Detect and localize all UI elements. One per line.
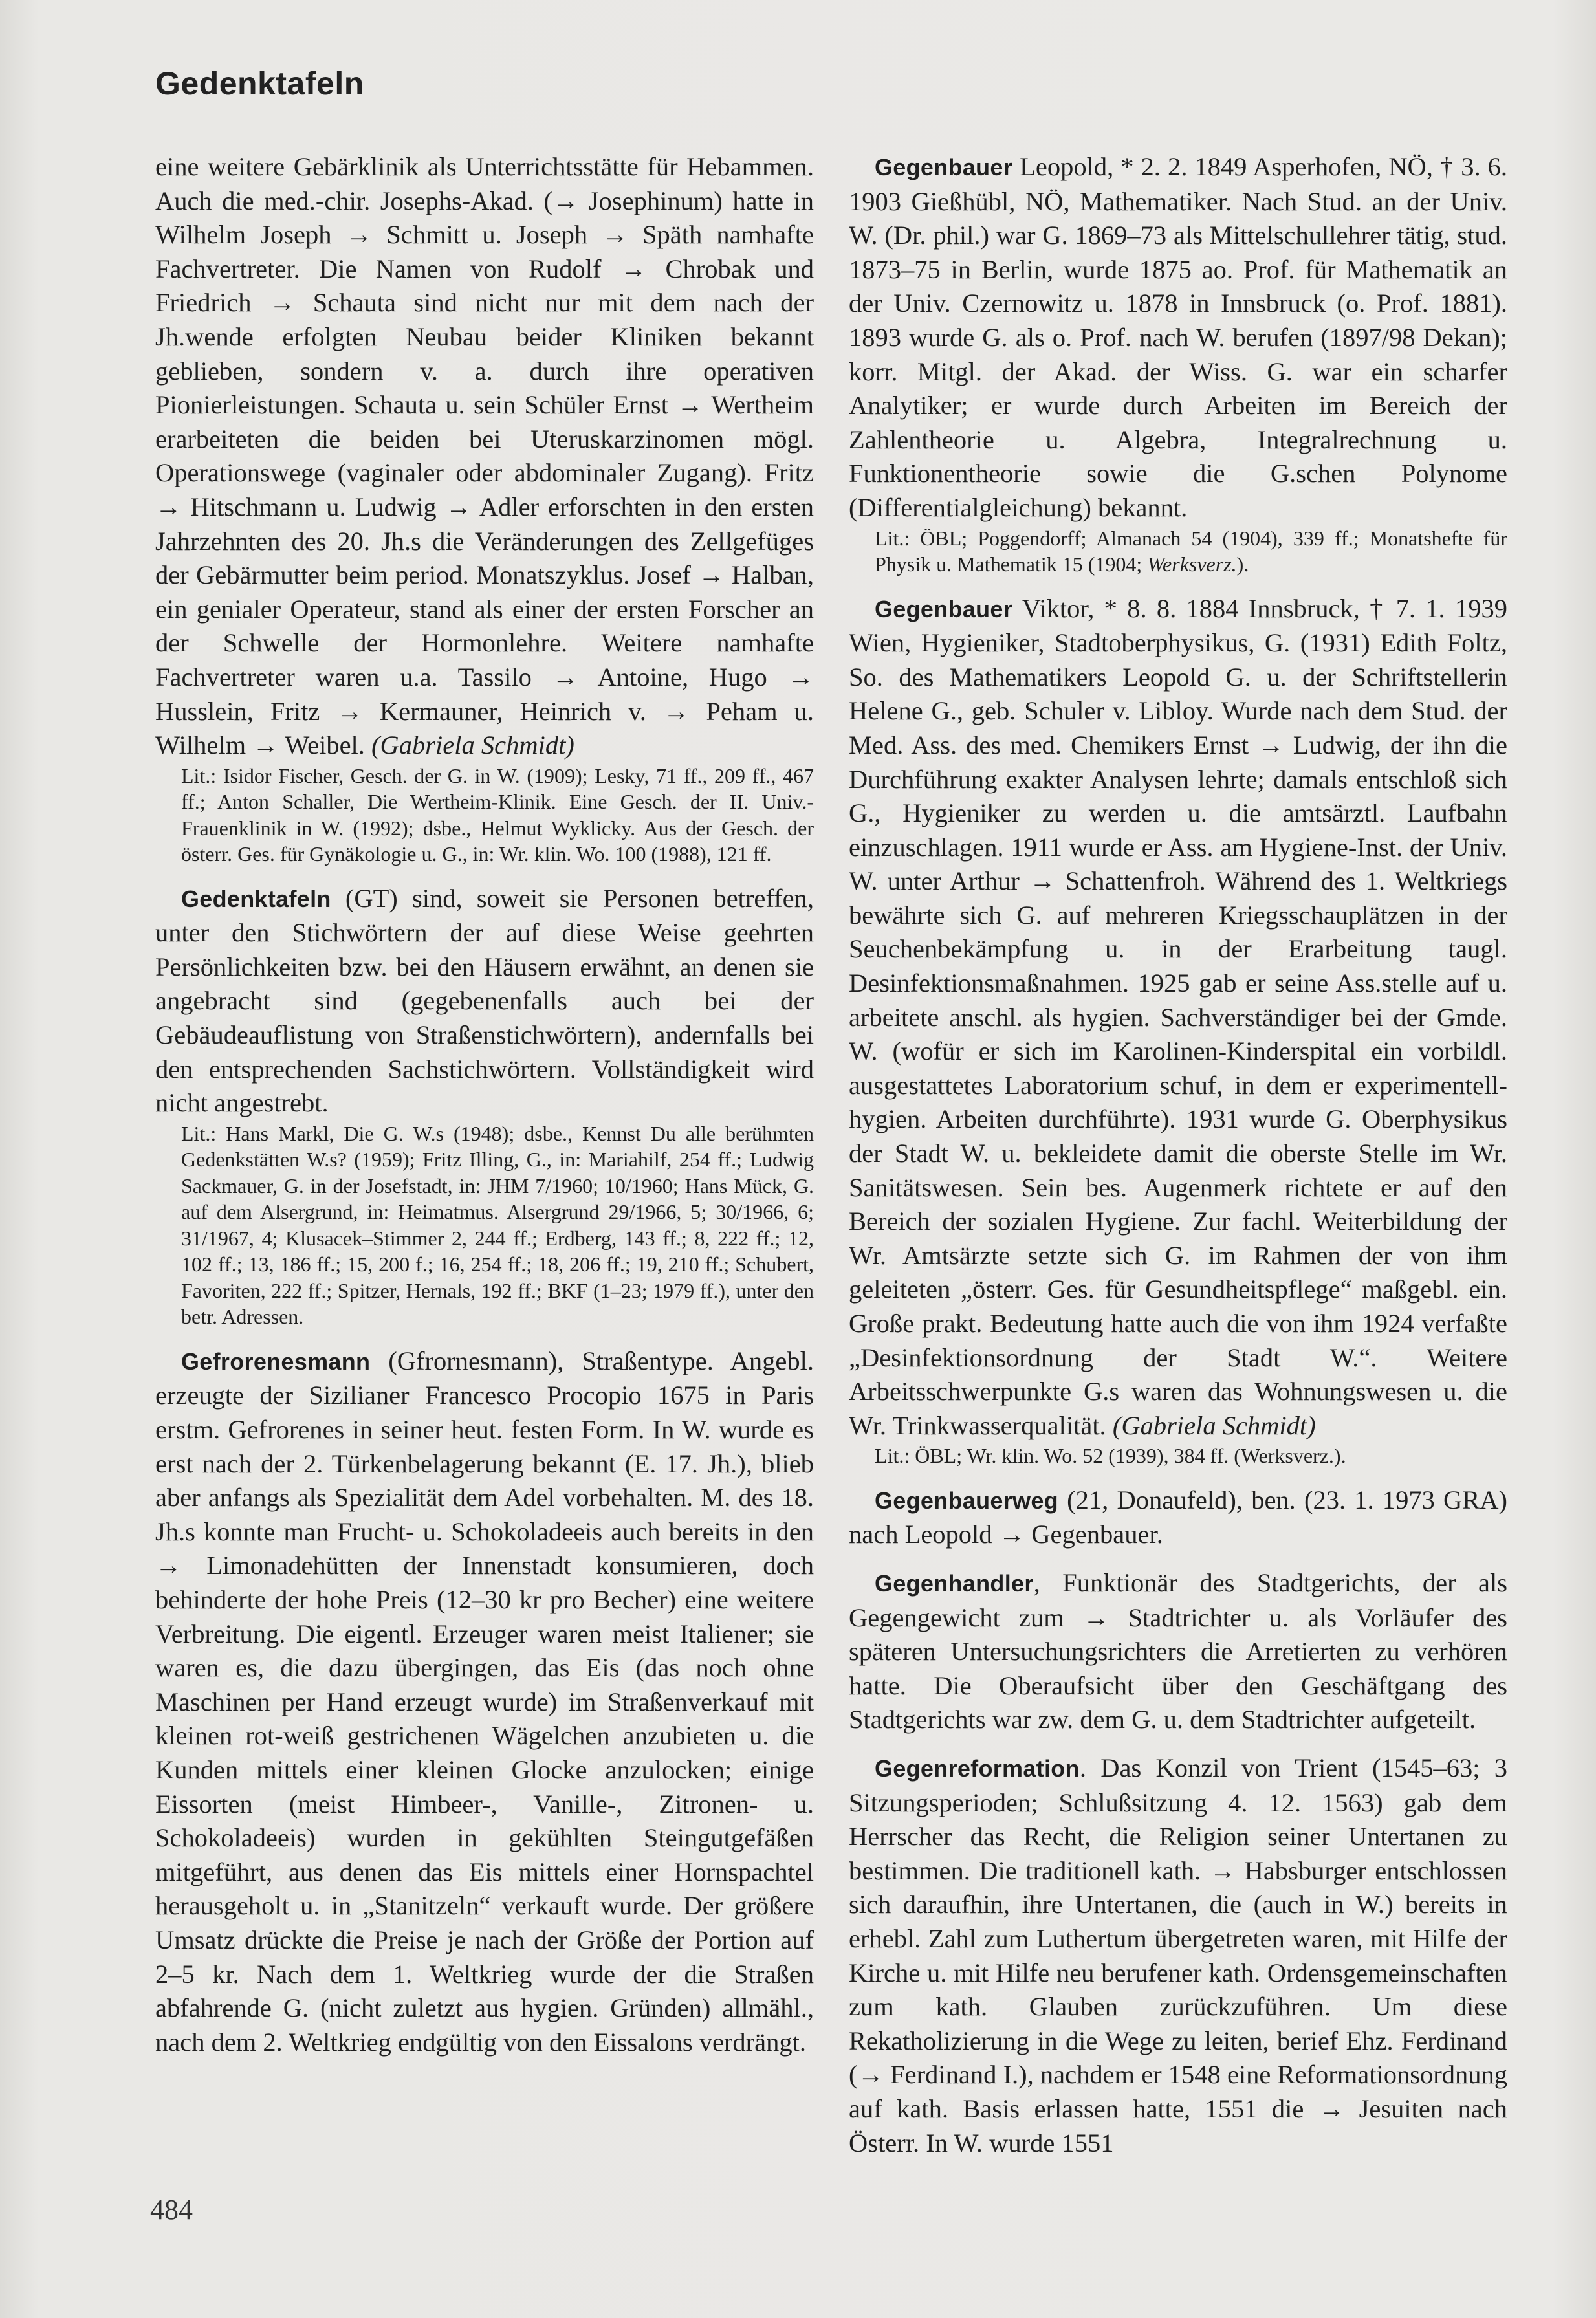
literature-note: Lit.: ÖBL; Wr. klin. Wo. 52 (1939), 384 ff. (Werksverz.). — [875, 1444, 1346, 1468]
entry-gegenbauer-leopold — [849, 150, 1507, 525]
entry-text: Viktor, * 8. 8. 1884 Innsbruck, † 7. 1. 1939 Wien, Hygieniker, Stadtoberphysikus, G. (1931) Edith Foltz, So. des Mathematikers Leopold G. u. der Schriftstellerin Helene G., geb. Schuler v. Libloy. Wurde nach dem Stud. der Med. Ass. des med. Chemikers Ernst → Ludwig, der ihn die Durchführung exakter Analysen lehrte; damals entschloß sich G., Hygieniker zu werden u. die amtsärztl. Laufbahn einzuschlagen. 1911 wurde er Ass. am Hygiene-Inst. der Univ. W. unter Arthur → Schattenfroh. Während des 1. Weltkriegs bewährte sich G. auf mehreren Kriegsschauplätzen in der Seuchenbekämpfung u. in der Erarbeitung taugl. Desinfektionsmaßnahmen. 1925 gab er seine Ass.stelle auf u. arbeitete anschl. als hygien. Sachverständiger bei der Gmde. W. (wofür er sich im Karolinen-Kinderspital ein vorbildl. ausgestattetes Laboratorium schuf, in dem er experimentell-hygien. Arbeiten durchführte). 1931 wurde G. Oberphysikus der Stadt W. u. bekleidete damit die oberste Stelle im Wr. Sanitätswesen. Sein bes. Augenmerk richtete er auf den Bereich der sozialen Hygiene. Zur fachl. Weiterbildung der Wr. Amtsärzte setzte sich G. im Rahmen der von ihm geleiteten „österr. Ges. für Gesundheitspflege“ maßgebl. ein. Große prakt. Bedeutung hatte auch die von ihm 1924 verfaßte „Desinfektionsordnung der Stadt W.“. Weitere Arbeitsschwerpunkte G.s waren das Wohnungswesen u. die Wr. Trinkwasserqualität. — [849, 593, 1507, 1440]
running-head: Gedenktafeln — [155, 65, 364, 102]
entry-text: (GT) sind, soweit sie Personen betreffen, unter den Stichwörtern der auf diese Weise geehrten Persönlichkeiten bzw. bei den Häusern erwähnt, an denen sie angebracht sind (gegebenenfalls auch bei der Gebäudeauflistung von Straßenstichwörtern), andernfalls bei den entsprechenden Sachstichwörtern. Vollständigkeit wird nicht angestrebt. — [155, 883, 814, 1118]
page-number: 484 — [150, 2194, 193, 2225]
entry-lemma: Gegenbauer — [875, 154, 1013, 180]
author-signature: (Gabriela Schmidt) — [1112, 1410, 1316, 1440]
entry-gedenktafeln — [155, 882, 814, 1121]
literature-note: Lit.: Hans Markl, Die G. W.s (1948); dsbe., Kennst Du alle berühmten Gedenkstätten W.s? (1959); Fritz Illing, G., in: Mariahilf, 254 ff.; Ludwig Sackmauer, G. in der Josefstadt, in: JHM 7/1960; 10/1960; Hans Mück, G. auf dem Alsergrund, in: Heimatmus. Alsergrund 29/1966, 5; 30/1966, 6; 31/1967, 4; Klusacek–Stimmer 2, 244 ff.; Erdberg, 143 ff.; 8, 222 ff.; 12, 102 ff.; 13, 186 ff.; 15, 200 f.; 16, 254 ff.; 18, 206 ff.; 19, 210 ff.; Schubert, Favoriten, 222 ff.; Spitzer, Hernals, 192 ff.; BKF (1–23; 1979 ff.), unter den betr. Adressen. — [181, 1121, 814, 1329]
left-column — [155, 150, 814, 2059]
entry-text: . Das Konzil von Trient (1545–63; 3 Sitzungsperioden; Schlußsitzung 4. 12. 1563) gab dem Herrscher das Recht, die Religion seiner Untertanen zu bestimmen. Die traditionell kath. → Habsburger entschlossen sich daraufhin, ihre Untertanen, die (auch in W.) bereits in erhebl. Zahl zum Luthertum übergetreten waren, mit Hilfe der Kirche u. mit Hilfe neu berufener kath. Ordensgemeinschaften zum kath. Glauben zurückzuführen. Um diese Rekatholizierung in die Wege zu leiten, berief Ehz. Ferdinand (→ Ferdinand I.), nachdem er 1548 eine Reformationsordnung auf kath. Basis erlassen hatte, 1551 die → Jesuiten nach Österr. In W. wurde 1551 — [849, 1753, 1507, 2158]
entry-continuation — [155, 150, 814, 763]
entry-lemma: Gegenhandler — [875, 1570, 1034, 1597]
entry-text: (Gfrornesmann), Straßentype. Angebl. erzeugte der Sizilianer Francesco Procopio 1675 in Paris erstm. Gefrorenes in seiner heut. festen Form. In W. wurde es erst nach der 2. Türkenbelagerung bekannt (E. 17. Jh.), blieb aber anfangs als Spezialität dem Adel vorbehalten. M. des 18. Jh.s konnte man Frucht- u. Schokoladeeis auch bereits in den → Limonadehütten der Innenstadt konsumieren, doch behinderte der hohe Preis (12–30 kr pro Becher) eine weitere Verbreitung. Die eigentl. Erzeuger waren meist Italiener; sie waren es, die dazu übergingen, das Eis (das noch ohne Maschinen per Hand erzeugt wurde) im Straßenverkauf mit kleinen rot-weiß gestrichenen Wägelchen anzubieten u. die Kunden mittels einer kleinen Glocke anzulocken; einige Eissorten (meist Himbeer-, Vanille-, Zitronen- u. Schokoladeeis) wurden in gekühlten Steingutgefäßen mitgeführt, aus denen das Eis mittels einer Hornspachtel herausgeholt u. in „Stanitzeln“ verkauft wurde. Der größere Umsatz drückte die Preise je nach der Größe der Portion auf 2–5 kr. Nach dem 1. Weltkrieg wurde der die Straßen abfahrende G. (nicht zuletzt aus hygien. Gründen) allmähl., nach dem 2. Weltkrieg endgültig von den Eissalons verdrängt. — [155, 1346, 814, 2057]
literature-text: Lit.: ÖBL; Poggendorff; Almanach 54 (1904), 339 ff.; Monatshefte für Physik u. Mathematik 15 (1904; — [875, 526, 1507, 576]
entry-gegenbauerweg — [849, 1483, 1507, 1552]
entry-gefrorenesmann — [155, 1344, 814, 2059]
entry-lemma: Gedenktafeln — [181, 885, 331, 912]
entry-text: , Funktionär des Stadtgerichts, der als Gegengewicht zum → Stadtrichter u. als Vorläufer des späteren Untersuchungsrichters die Arretierten zu verhören hatte. Die Oberaufsicht über den Geschäftgang des Stadtgerichts war zw. dem G. u. dem Stadtrichter aufgeteilt. — [849, 1568, 1507, 1734]
entry-gegenbauer-viktor — [849, 592, 1507, 1443]
literature-italic: Werksverz. — [1147, 552, 1237, 576]
entry-lemma: Gegenbauerweg — [875, 1487, 1058, 1514]
entry-text: (21, Donaufeld), ben. (23. 1. 1973 GRA) nach Leopold → Gegenbauer. — [849, 1485, 1507, 1549]
entry-lemma: Gegenbauer — [875, 595, 1013, 622]
entry-text: eine weitere Gebärklinik als Unterrichtsstätte für Hebammen. Auch die med.-chir. Josephs-Akad. (→ Josephinum) hatte in Wilhelm Joseph → Schmitt u. Joseph → Späth namhafte Fachvertreter. Die Namen von Rudolf → Chrobak und Friedrich → Schauta sind nicht nur mit dem nach der Jh.wende erfolgten Neubau beider Kliniken bekannt geblieben, sondern v. a. durch ihre operativen Pionierleistungen. Schauta u. sein Schüler Ernst → Wertheim erarbeiteten die beiden bei Uteruskarzinomen mögl. Operationswege (vaginaler oder abdominaler Zugang). Fritz → Hitschmann u. Ludwig → Adler erforschten in den ersten Jahrzehnten des 20. Jh.s die Veränderungen des Zellgefüges der Gebärmutter beim period. Monatszyklus. Josef → Halban, ein genialer Operateur, stand als einer der ersten Forscher an der Schwelle der Hormonlehre. Weitere namhafte Fachvertreter waren u.a. Tassilo → Antoine, Hugo → Husslein, Fritz → Kermauner, Heinrich v. → Peham u. Wilhelm → Weibel. — [155, 152, 814, 760]
literature-note: Lit.: Isidor Fischer, Gesch. der G. in W. (1909); Lesky, 71 ff., 209 ff., 467 ff.; Anton Schaller, Die Wertheim-Klinik. Eine Gesch. der II. Univ.-Frauenklinik in W. (1992); dsbe., Helmut Wyklicky. Aus der Gesch. der österr. Ges. für Gynäkologie u. G., in: Wr. klin. Wo. 100 (1988), 121 ff. — [181, 763, 814, 866]
entry-text: Leopold, * 2. 2. 1849 Asperhofen, NÖ, † 3. 6. 1903 Gießhübl, NÖ, Mathematiker. Nach Stud. an der Univ. W. (Dr. phil.) war G. 1869–73 als Mittelschullehrer tätig, stud. 1873–75 in Berlin, wurde 1875 ao. Prof. für Mathematik an der Univ. Czernowitz u. 1878 in Innsbruck (o. Prof. 1881). 1893 wurde G. als o. Prof. nach W. berufen (1897/98 Dekan); korr. Mitgl. der Akad. der Wiss. G. war ein scharfer Analytiker; er wurde durch Arbeiten im Bereich der Zahlentheorie u. Algebra, Integralrechnung u. Funktionentheorie sowie die G.schen Polynome (Differentialgleichung) bekannt. — [849, 152, 1507, 522]
right-column — [849, 150, 1507, 2160]
author-signature: (Gabriela Schmidt) — [371, 730, 574, 760]
literature-end: ). — [1236, 552, 1249, 576]
entry-lemma: Gefrorenesmann — [181, 1348, 371, 1375]
entry-lemma: Gegenreformation — [875, 1755, 1080, 1782]
literature-note — [849, 525, 1507, 578]
entry-gegenhandler — [849, 1566, 1507, 1737]
entry-gegenreformation — [849, 1751, 1507, 2160]
